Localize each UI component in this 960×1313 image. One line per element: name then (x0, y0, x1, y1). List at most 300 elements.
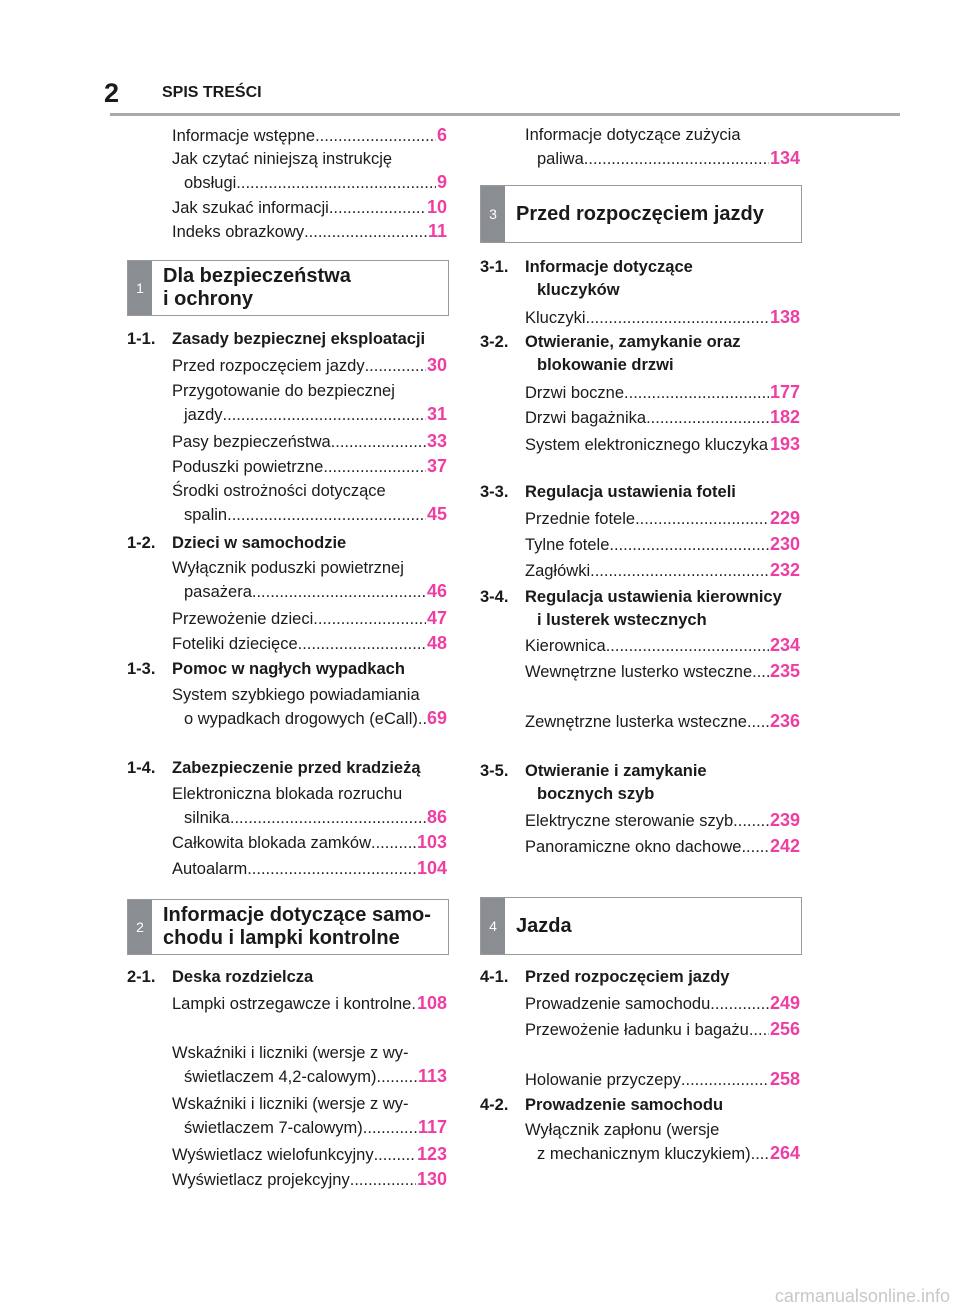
toc-entry[interactable] (127, 1042, 447, 1089)
leader-dots (749, 1019, 769, 1042)
entry-text (127, 1042, 447, 1089)
entry-line (172, 557, 447, 580)
toc-entry[interactable] (480, 992, 800, 1016)
entry-title: Poduszki powietrzne (172, 458, 324, 476)
entry-text (480, 306, 800, 330)
entry-line (525, 1018, 800, 1042)
toc-entry[interactable] (127, 632, 447, 656)
entry-text (127, 857, 447, 881)
leader-dots (323, 456, 426, 479)
leader-dots (329, 197, 426, 220)
entry-title: Zewnętrzne lusterka wsteczne (525, 713, 747, 731)
entry-text (480, 533, 800, 557)
entry-text (480, 124, 800, 171)
toc-entry[interactable] (127, 430, 447, 454)
entry-text (127, 1143, 447, 1167)
chapter-title-text: Informacje dotyczące samo- chodu i lampki kontrolne (163, 904, 431, 949)
leader-dots (635, 508, 769, 531)
section-number: 4-2. (480, 1096, 509, 1114)
section-heading (480, 966, 800, 989)
entry-text (480, 710, 800, 734)
page-ref: 69 (426, 708, 447, 728)
page-ref: 134 (769, 148, 800, 168)
entry-title-cont: z mechanicznym kluczykiem) (537, 1145, 751, 1163)
leader-dots (747, 711, 769, 734)
entry-title: Elektryczne sterowanie szyb (525, 812, 734, 830)
leader-dots (313, 608, 426, 631)
leader-dots (230, 807, 426, 830)
leader-dots (252, 581, 426, 604)
entry-text (127, 220, 447, 244)
section-number: 3-2. (480, 333, 509, 351)
toc-entry[interactable] (480, 533, 800, 557)
entry-line (525, 1068, 800, 1092)
entry-text (480, 1018, 800, 1042)
leader-dots (363, 1117, 417, 1140)
entry-line (525, 406, 800, 430)
entry-title: Holowanie przyczepy (525, 1071, 681, 1089)
leader-dots (304, 221, 427, 244)
entry-text (127, 831, 447, 855)
chapter-banner (480, 185, 802, 243)
leader-dots (741, 836, 768, 859)
page-ref: 9 (436, 172, 447, 192)
page-ref: 113 (417, 1066, 447, 1086)
entry-text (480, 634, 800, 658)
section-number: 1-3. (127, 660, 156, 678)
section-number: 4-1. (480, 968, 509, 986)
entry-line (525, 1119, 800, 1142)
toc-entry[interactable] (480, 559, 800, 583)
page-ref: 37 (426, 456, 447, 476)
entry-line (172, 220, 447, 244)
section-number: 2-1. (127, 968, 156, 986)
toc-entry[interactable] (127, 220, 447, 244)
toc-entry[interactable] (480, 809, 800, 833)
entry-title: Wewnętrzne lusterko wsteczne (525, 663, 753, 681)
chapter-number-tab: 2 (128, 900, 152, 954)
entry-title: Indeks obrazkowy (172, 223, 305, 241)
chapter-title (516, 186, 795, 242)
entry-title: Wyłącznik zapłonu (wersje (525, 1121, 720, 1139)
toc-entry[interactable] (127, 380, 447, 427)
page-ref: 229 (769, 508, 800, 528)
leader-dots (227, 504, 426, 527)
chapter-banner (127, 899, 449, 955)
page-ref: 103 (416, 832, 447, 852)
page-ref: 86 (426, 807, 447, 827)
chapter-title (163, 900, 442, 954)
section-heading (480, 586, 800, 632)
heading-label-cont: i lusterek wstecznych (537, 611, 707, 629)
leader-dots (752, 661, 769, 684)
entry-text (480, 507, 800, 531)
leader-dots (331, 431, 426, 454)
entry-title: Kluczyki (525, 309, 586, 327)
page-ref: 104 (416, 858, 447, 878)
leader-dots (411, 993, 416, 1016)
section-heading (480, 1094, 800, 1117)
entry-line (172, 806, 447, 830)
toc-entry[interactable] (127, 857, 447, 881)
chapter-number-tab: 1 (128, 261, 152, 315)
page-ref: 193 (769, 434, 800, 454)
heading-label: Informacje dotyczące (525, 258, 693, 276)
page-ref: 11 (427, 221, 447, 241)
leader-dots (710, 993, 769, 1016)
toc-entry[interactable] (480, 1068, 800, 1092)
toc-entry[interactable] (127, 480, 447, 527)
chapter-number-tab: 4 (481, 898, 505, 954)
page-title: SPIS TREŚCI (162, 84, 262, 101)
toc-entry[interactable] (480, 124, 800, 171)
leader-dots (768, 434, 769, 457)
entry-text (127, 430, 447, 454)
entry-line (172, 632, 447, 656)
entry-text (127, 196, 447, 220)
heading-label: Otwieranie, zamykanie oraz (525, 333, 741, 351)
toc-entry[interactable] (480, 660, 800, 684)
heading-label: Regulacja ustawienia kierownicy (525, 588, 782, 606)
section-heading (480, 256, 800, 302)
entry-text (480, 433, 800, 457)
leader-dots (609, 534, 769, 557)
entry-line (525, 306, 800, 330)
entry-line (172, 380, 447, 403)
heading-label: Otwieranie i zamykanie (525, 762, 707, 780)
toc-entry[interactable] (480, 835, 800, 859)
entry-line (172, 171, 447, 195)
entry-title: Drzwi boczne (525, 384, 625, 402)
entry-text (480, 406, 800, 430)
leader-dots (247, 858, 416, 881)
entry-title-cont: o wypadkach drogowych (eCall) (184, 710, 418, 728)
entry-line (525, 559, 800, 583)
entry-title: Panoramiczne okno dachowe (525, 838, 742, 856)
leader-dots (590, 560, 769, 583)
toc-entry[interactable] (127, 124, 447, 148)
entry-line (525, 809, 800, 833)
toc-entry[interactable] (480, 507, 800, 531)
section-heading-text (480, 966, 800, 989)
page-ref: 177 (769, 382, 800, 402)
page-ref: 249 (769, 993, 800, 1013)
page-ref: 108 (416, 993, 447, 1013)
entry-text (480, 660, 800, 684)
entry-text (127, 684, 447, 731)
entry-line (172, 1116, 447, 1140)
leader-dots (298, 633, 426, 656)
toc-entry[interactable] (127, 455, 447, 479)
entry-title: Foteliki dziecięce (172, 635, 298, 653)
entry-line (172, 1168, 447, 1192)
toc-entry[interactable] (127, 354, 447, 378)
page-ref: 138 (769, 307, 800, 327)
heading-label: Zabezpieczenie przed kradzieżą (172, 759, 421, 777)
page-ref: 130 (416, 1169, 447, 1189)
entry-text (480, 1119, 800, 1166)
heading-label-cont: kluczyków (537, 281, 620, 299)
chapter-title-text: Dla bezpieczeństwa i ochrony (163, 265, 351, 310)
page-ref: 232 (769, 560, 800, 580)
entry-line (172, 1042, 447, 1065)
section-heading-text (127, 532, 447, 555)
section-number: 3-1. (480, 258, 509, 276)
heading-label: Prowadzenie samochodu (525, 1096, 724, 1114)
entry-line (525, 992, 800, 1016)
entry-title: Przed rozpoczęciem jazdy (172, 357, 365, 375)
entry-title: Wyświetlacz wielofunkcyjny (172, 1146, 374, 1164)
entry-title-cont: świetlaczem 4,2-calowym) (184, 1068, 377, 1086)
entry-title: Tylne fotele (525, 536, 610, 554)
entry-title: Informacje dotyczące zużycia (525, 126, 741, 144)
chapter-title-text: Przed rozpoczęciem jazdy (516, 202, 764, 225)
toc-entry[interactable] (127, 1143, 447, 1167)
toc-entry[interactable] (480, 381, 800, 405)
entry-title: Wyłącznik poduszki powietrznej (172, 559, 404, 577)
page-ref: 264 (769, 1143, 800, 1163)
entry-line (172, 1065, 447, 1089)
entry-title: Całkowita blokada zamków (172, 834, 372, 852)
entry-text (127, 124, 447, 148)
heading-label: Zasady bezpiecznej eksploatacji (172, 330, 426, 348)
page-ref: 239 (769, 810, 800, 830)
section-heading (480, 760, 800, 806)
toc-entry[interactable] (127, 831, 447, 855)
entry-line (525, 507, 800, 531)
toc-entry[interactable] (480, 306, 800, 330)
page-ref: 33 (426, 431, 447, 451)
entry-text (127, 455, 447, 479)
leader-dots (315, 125, 436, 148)
entry-title: Wyświetlacz projekcyjny (172, 1171, 350, 1189)
entry-text (127, 632, 447, 656)
entry-text (127, 354, 447, 378)
heading-label-cont: bocznych szyb (537, 785, 655, 803)
entry-title-cont: jazdy (184, 406, 223, 424)
page-ref: 234 (769, 635, 800, 655)
toc-entry[interactable] (480, 634, 800, 658)
page-ref: 117 (417, 1117, 447, 1137)
entry-title: Przewożenie dzieci (172, 610, 314, 628)
page-ref: 10 (426, 197, 447, 217)
page-ref: 182 (769, 407, 800, 427)
page-ref: 242 (769, 836, 800, 856)
entry-title: Lampki ostrzegawcze i kontrolne (172, 995, 412, 1013)
header-rule (110, 113, 900, 116)
entry-text (480, 992, 800, 1016)
section-heading-text (480, 586, 800, 632)
page-ref: 45 (426, 504, 447, 524)
entry-text (480, 381, 800, 405)
leader-dots (223, 404, 426, 427)
entry-line (172, 607, 447, 631)
entry-title: Wskaźniki i liczniki (wersje z wy- (172, 1095, 409, 1113)
entry-title: Wskaźniki i liczniki (wersje z wy- (172, 1044, 409, 1062)
toc-entry[interactable] (480, 406, 800, 430)
entry-line (172, 707, 447, 731)
entry-line (172, 196, 447, 220)
entry-line (172, 480, 447, 503)
section-heading-text (127, 966, 447, 989)
leader-dots (350, 1169, 416, 1192)
page-ref: 46 (426, 581, 447, 601)
entry-line (172, 684, 447, 707)
entry-line (172, 580, 447, 604)
entry-line (172, 857, 447, 881)
page-ref: 123 (416, 1144, 447, 1164)
section-heading-text (127, 328, 447, 351)
entry-title: Prowadzenie samochodu (525, 995, 711, 1013)
section-heading (127, 966, 447, 989)
section-heading-text (480, 256, 800, 302)
page-ref: 48 (426, 633, 447, 653)
toc-entry[interactable] (127, 1093, 447, 1140)
entry-line (172, 1143, 447, 1167)
page-ref: 230 (769, 534, 800, 554)
chapter-banner (480, 897, 802, 955)
chapter-title-text: Jazda (516, 914, 572, 937)
section-heading-text (480, 331, 800, 377)
entry-line (172, 148, 447, 171)
entry-line (525, 1142, 800, 1166)
page-ref: 47 (426, 608, 447, 628)
page-ref: 31 (426, 404, 447, 424)
entry-line (172, 124, 447, 148)
page-ref: 256 (769, 1019, 800, 1039)
section-heading (127, 757, 447, 780)
toc-entry[interactable] (127, 557, 447, 604)
entry-title: Jak czytać niniejszą instrukcję (172, 150, 393, 168)
entry-line (525, 381, 800, 405)
section-heading (480, 481, 800, 504)
section-number: 3-5. (480, 762, 509, 780)
leader-dots (236, 172, 436, 195)
page-number: 2 (104, 78, 120, 108)
entry-line (172, 503, 447, 527)
entry-title: Przewożenie ładunku i bagażu (525, 1021, 749, 1039)
toc-entry[interactable] (480, 1018, 800, 1042)
chapter-banner (127, 260, 449, 316)
entry-line (172, 430, 447, 454)
entry-title: Kierownica (525, 637, 606, 655)
entry-text (127, 783, 447, 830)
leader-dots (584, 148, 769, 171)
toc-entry[interactable] (127, 684, 447, 731)
entry-title-cont: silnika (184, 809, 230, 827)
leader-dots (646, 407, 769, 430)
entry-line (525, 124, 800, 147)
toc-entry[interactable] (127, 148, 447, 195)
entry-title: System szybkiego powiadamiania (172, 686, 420, 704)
page-ref: 258 (769, 1069, 800, 1089)
entry-text (480, 835, 800, 859)
page-ref: 235 (769, 661, 800, 681)
entry-text (127, 607, 447, 631)
entry-title: Jak szukać informacji (172, 199, 329, 217)
section-heading-text (127, 757, 447, 780)
entry-line (172, 783, 447, 806)
toc-entry[interactable] (127, 783, 447, 830)
leader-dots (733, 810, 769, 833)
entry-line (172, 455, 447, 479)
leader-dots (377, 1066, 417, 1089)
leader-dots (586, 307, 769, 330)
section-number: 3-3. (480, 483, 509, 501)
heading-label: Deska rozdzielcza (172, 968, 314, 986)
entry-title: Środki ostrożności dotyczące (172, 482, 386, 500)
entry-line (525, 433, 800, 457)
entry-title: Zagłówki (525, 562, 591, 580)
entry-title-cont: spalin (184, 506, 228, 524)
entry-line (525, 835, 800, 859)
entry-title: System elektronicznego kluczyka (525, 436, 769, 454)
toc-entry[interactable] (480, 433, 800, 457)
entry-line (172, 403, 447, 427)
toc-entry[interactable] (480, 710, 800, 734)
entry-line (525, 533, 800, 557)
section-number: 1-2. (127, 534, 156, 552)
entry-title: Elektroniczna blokada rozruchu (172, 785, 403, 803)
chapter-title (163, 261, 442, 315)
chapter-title (516, 898, 795, 954)
entry-text (127, 1093, 447, 1140)
entry-line (525, 634, 800, 658)
watermark: carmanualsonline.info (774, 1286, 950, 1306)
entry-line (525, 710, 800, 734)
entry-title: Przygotowanie do bezpiecznej (172, 382, 395, 400)
entry-text (127, 480, 447, 527)
leader-dots (624, 382, 769, 405)
entry-text (480, 559, 800, 583)
toc-entry[interactable] (127, 196, 447, 220)
section-heading (127, 328, 447, 351)
section-heading-text (480, 1094, 800, 1117)
page-ref: 6 (436, 125, 447, 145)
entry-line (525, 147, 800, 171)
heading-label-cont: blokowanie drzwi (537, 356, 674, 374)
chapter-number-tab: 3 (481, 186, 505, 242)
toc-entry[interactable] (127, 992, 447, 1016)
section-heading-text (480, 481, 800, 504)
toc-entry[interactable] (127, 607, 447, 631)
entry-text (127, 992, 447, 1016)
leader-dots (374, 1144, 416, 1167)
entry-text (480, 1068, 800, 1092)
entry-line (172, 992, 447, 1016)
heading-label: Przed rozpoczęciem jazdy (525, 968, 730, 986)
entry-line (172, 1093, 447, 1116)
entry-title-cont: świetlaczem 7-calowym) (184, 1119, 363, 1137)
entry-title-cont: pasażera (184, 583, 252, 601)
heading-label: Dzieci w samochodzie (172, 534, 347, 552)
heading-label: Regulacja ustawienia foteli (525, 483, 736, 501)
entry-title-cont: paliwa (537, 150, 584, 168)
entry-title: Autoalarm (172, 860, 248, 878)
section-number: 1-4. (127, 759, 156, 777)
entry-title: Przednie fotele (525, 510, 636, 528)
entry-line (525, 660, 800, 684)
section-heading (127, 658, 447, 681)
leader-dots (418, 708, 426, 731)
toc-entry[interactable] (480, 1119, 800, 1166)
section-heading-text (127, 658, 447, 681)
page-ref: 236 (769, 711, 800, 731)
section-heading (127, 532, 447, 555)
toc-entry[interactable] (127, 1168, 447, 1192)
entry-line (172, 354, 447, 378)
leader-dots (606, 635, 769, 658)
